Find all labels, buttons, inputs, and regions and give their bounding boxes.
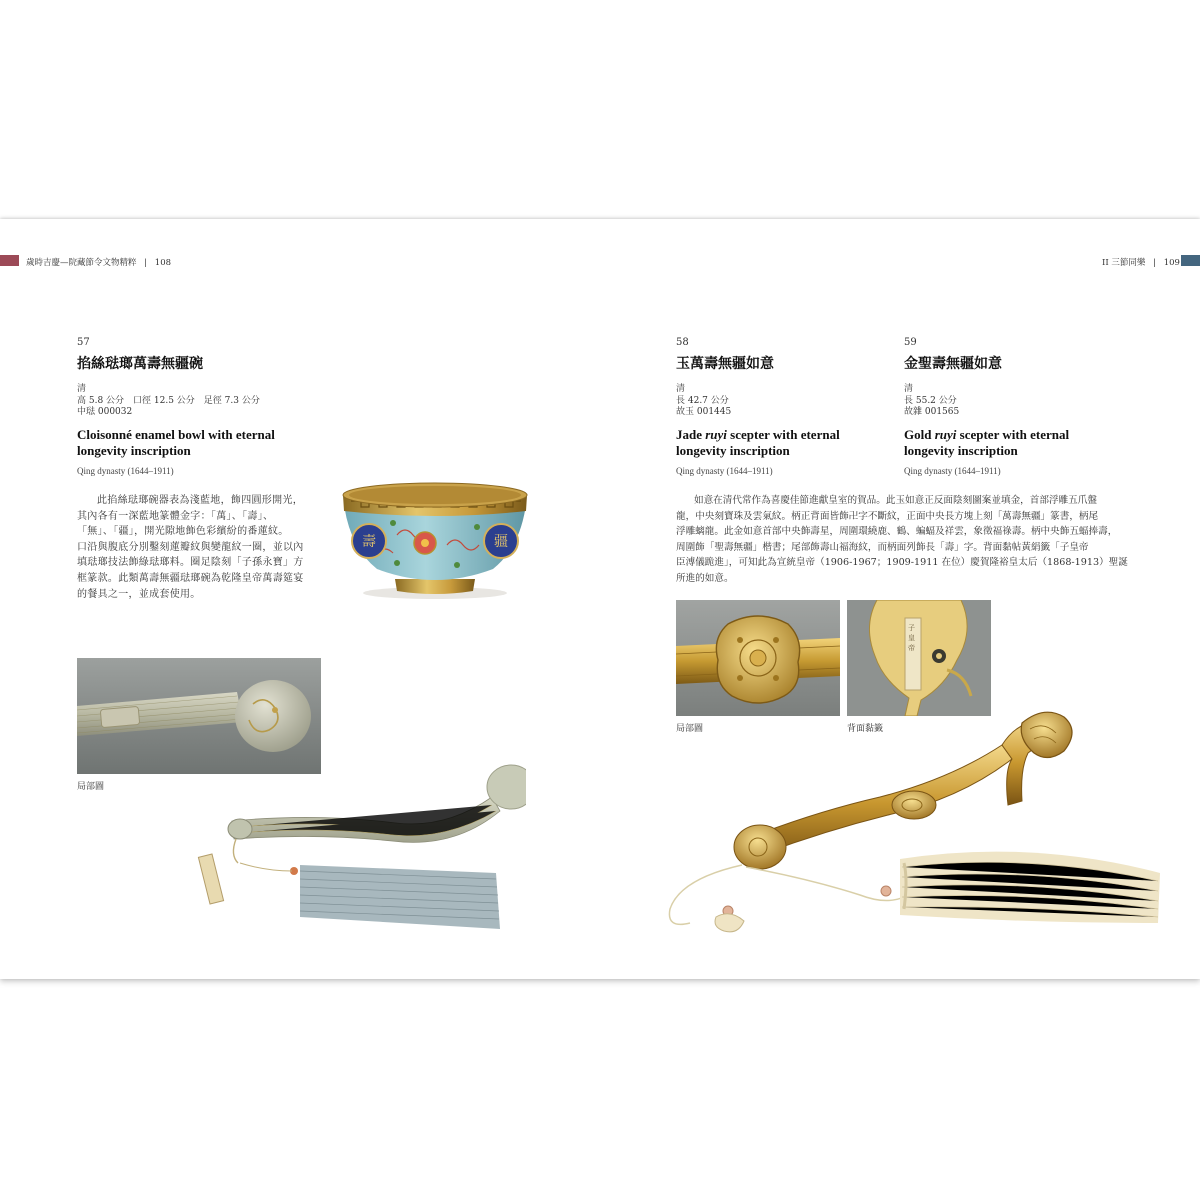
description-line: 「無」、「疆」，開光隙地飾色彩繽紛的番蓮紋。 [77, 526, 289, 538]
description-line: 框篆款。此類萬壽無疆琺瑯碗為乾隆皇帝萬壽筵宴 [77, 572, 304, 584]
left-header-separator: | [144, 258, 148, 268]
cloisonne-bowl-photo [337, 475, 533, 603]
title-en-line: Cloisonné enamel bowl with eternal [77, 427, 275, 442]
gold-ruyi-detail-photo [676, 600, 840, 716]
item-59-meta [904, 384, 959, 419]
item-59-title-zh: 金聖壽無疆如意 [904, 356, 1002, 372]
meta-accession: 中琺 000032 [77, 407, 133, 417]
title-en-line: longevity inscription [77, 442, 191, 458]
description-line: 的餐具之一，並成套使用。 [77, 588, 201, 600]
jade-detail-caption: 局部圖 [77, 782, 105, 792]
title-en-italic: ruyi [934, 427, 957, 442]
meta-period: 清 [77, 384, 87, 394]
gold-ruyi-scepter-photo [650, 709, 1190, 971]
left-color-tab [0, 255, 19, 266]
right-page-number: 109 [1163, 258, 1180, 268]
right-header-title: II 三節同樂 [1102, 258, 1146, 268]
item-58-title-en [676, 427, 886, 458]
item-57-description [77, 493, 309, 602]
description-line: 臣溥儀跪進」，可知此為宣統皇帝（1906-1967；1909-1911 在位）慶賀隆裕皇太后（1868-1913）聖誕 [676, 557, 1128, 569]
svg-text:皇: 皇 [908, 634, 915, 642]
title-en-line: longevity inscription [904, 442, 1018, 458]
gold-detail-caption: 局部圖 [676, 724, 704, 734]
book-spread [0, 219, 1200, 979]
right-color-tab [1181, 255, 1200, 266]
svg-text:子: 子 [908, 624, 915, 632]
meta-dimensions: 高 5.8 公分 口徑 12.5 公分 足徑 7.3 公分 [77, 395, 260, 406]
title-en-line: longevity inscription [676, 442, 790, 458]
title-en-part: scepter with eternal [956, 427, 1070, 442]
svg-text:壽: 壽 [362, 534, 376, 550]
title-en-italic: ruyi [705, 427, 727, 442]
title-en-part: scepter with eternal [726, 427, 840, 442]
meta-accession: 故雜 001565 [904, 407, 960, 417]
meta-period: 清 [904, 384, 914, 394]
meta-period: 清 [676, 384, 686, 394]
item-59-title-en [904, 427, 1124, 458]
items-58-59-description [676, 493, 1142, 587]
item-57-number: 57 [77, 337, 90, 348]
item-57-title-en [77, 427, 317, 458]
description-line: 所進的如意。 [676, 572, 734, 584]
item-58-number: 58 [676, 337, 689, 348]
item-58-title-zh: 玉萬壽無疆如意 [676, 356, 774, 372]
item-57-dynasty: Qing dynasty (1644–1911) [77, 466, 174, 476]
left-header-title: 歲時吉慶—院藏節令文物精粹 [26, 258, 137, 268]
description-line: 如意在清代常作為喜慶佳節進獻皇室的賀品。此玉如意正反面陰刻圖案並填金，首部浮雕五爪盤 [694, 495, 1097, 506]
title-en-part: Gold [904, 427, 935, 442]
item-59-dynasty: Qing dynasty (1644–1911) [904, 466, 1001, 476]
description-line: 口沿與腹底分別鑿刻蓮瓣紋與變龍紋一圈，並以內 [77, 541, 304, 553]
gold-ruyi-back-photo [847, 600, 991, 716]
description-line: 填琺瑯技法飾綠琺瑯料。圈足陰刻「子孫永寶」方 [77, 557, 304, 569]
description-line: 此掐絲琺瑯碗器表為淺藍地，飾四圓形開光， [97, 495, 303, 506]
left-running-header [26, 256, 171, 268]
item-58-meta [676, 384, 731, 419]
item-59-number: 59 [904, 337, 917, 348]
description-line: 其內各有一深藍地篆體金字：「萬」、「壽」、 [77, 510, 274, 522]
right-running-header [1102, 256, 1180, 268]
meta-accession: 故玉 001445 [676, 407, 732, 417]
jade-ruyi-scepter-photo [196, 759, 526, 929]
left-page-number: 108 [154, 258, 172, 268]
right-header-separator: | [1153, 258, 1156, 268]
description-line: 龍，中央刻寶珠及雲氣紋。柄正背面皆飾卍字不斷紋，正面中央長方塊上刻「萬壽無疆」篆書，柄尾 [676, 510, 1099, 522]
svg-text:疆: 疆 [494, 534, 508, 550]
item-57-meta [77, 384, 260, 419]
svg-text:帝: 帝 [908, 644, 915, 652]
gold-back-caption: 背面黏籤 [847, 724, 884, 734]
item-58-dynasty: Qing dynasty (1644–1911) [676, 466, 773, 476]
meta-dimensions: 長 55.2 公分 [904, 395, 957, 406]
title-en-part: Jade [676, 427, 706, 442]
description-line: 周圍飾「聖壽無疆」楷書；尾部飾壽山福海紋，而柄面列飾長「壽」字。背面黏帖黃絹籤「子皇帝 [676, 541, 1089, 553]
meta-dimensions: 長 42.7 公分 [676, 395, 729, 406]
item-57-title-zh: 掐絲琺瑯萬壽無疆碗 [77, 356, 203, 372]
jade-ruyi-detail-photo [77, 658, 321, 774]
description-line: 浮雕螭龍。此金如意首部中央飾壽星，周圍環繞鹿、鶴、蝙蝠及祥雲，象徵福祿壽。柄中央飾五蝠捧壽， [676, 526, 1118, 538]
